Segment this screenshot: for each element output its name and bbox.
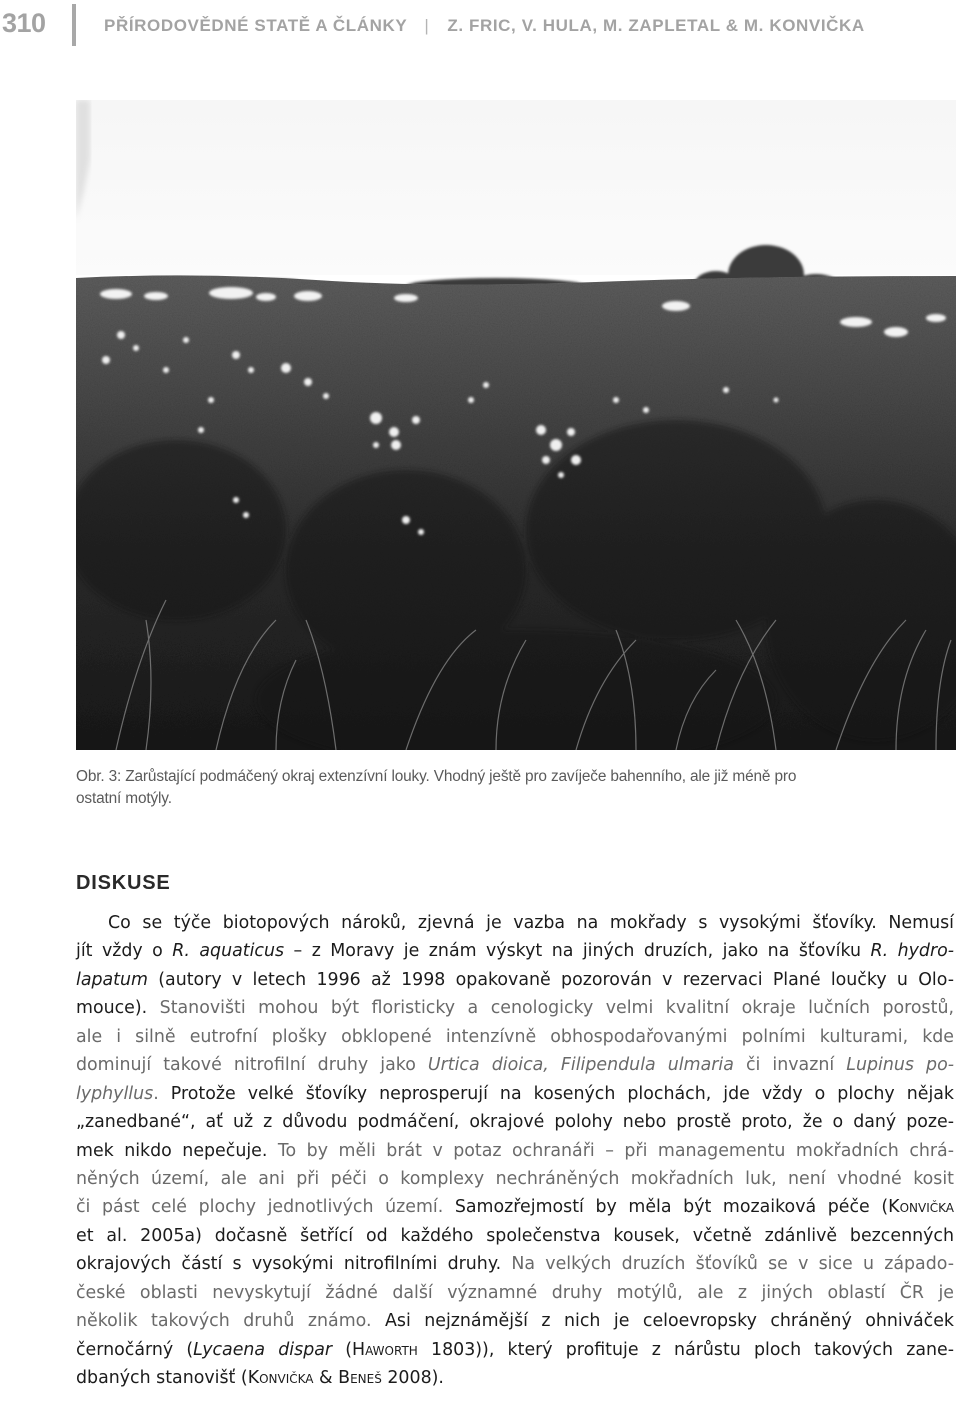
- caption-line: ostatní motýly.: [76, 790, 172, 807]
- text-line: [76, 909, 954, 937]
- species-name: R. aquaticus: [172, 941, 285, 962]
- text-line: [76, 994, 954, 1022]
- text-run: okrajových částí s vysokými nitrofilními druhy.: [76, 1254, 512, 1275]
- text-run: To by měli brát v potaz ochranáři – při managementu mokřadních chrá-: [277, 1140, 954, 1161]
- text-line: [76, 1279, 954, 1307]
- text-run: dočasně šetřící od každého společenstva kousek, včetně zdánlivě bezcenných: [214, 1225, 954, 1246]
- author-citation: Beneš: [338, 1368, 382, 1388]
- page-number: 310: [2, 8, 46, 38]
- text-run: „zanedbané“, ať už z důvodu podmáčení, okrajové polohy nebo prostě proto, že o daný poze-: [76, 1112, 954, 1133]
- text-run: mek nikdo nepečuje.: [76, 1140, 278, 1161]
- text-run: dominují takové nitrofilní druhy jako: [76, 1055, 428, 1076]
- running-title: [104, 16, 865, 36]
- author-citation: Konvička: [888, 1197, 954, 1218]
- section-name: PŘÍRODOVĚDNÉ STATĚ A ČLÁNKY: [104, 16, 408, 35]
- text-run: či pást celé plochy jednotlivých území.: [76, 1197, 455, 1218]
- text-line: [76, 1137, 954, 1165]
- author-citation: Haworth: [352, 1339, 418, 1360]
- meadow-photograph: [76, 100, 956, 750]
- text-line: [76, 1193, 954, 1221]
- author-citation: Konvička: [247, 1368, 314, 1388]
- text-run: Protože velké šťovíky neprosperují na kosených plochách, jde vždy o plochy nějak: [170, 1083, 954, 1104]
- text-run: mouce).: [76, 998, 160, 1019]
- text-run: .: [153, 1083, 171, 1104]
- text-run: 2008).: [381, 1368, 444, 1388]
- text-run: české oblasti nevyskytují žádné další významné druhy motýlů, ale z jiných oblastí ČR je: [76, 1282, 954, 1303]
- text-line: [76, 1051, 954, 1079]
- species-name: lapatum: [76, 969, 148, 990]
- body-text: [76, 909, 954, 1392]
- text-run: či invazní: [733, 1055, 847, 1076]
- sky: [76, 100, 956, 275]
- section-heading: DISKUSE: [76, 872, 171, 894]
- text-line: [76, 1336, 954, 1364]
- figure-caption: [76, 766, 936, 810]
- species-name: lyphyllus: [76, 1083, 154, 1104]
- text-run: – z Moravy je znám výskyt na jiných druzích, jako na šťovíku: [284, 941, 871, 962]
- author-list: Z. FRIC, V. HULA, M. ZAPLETAL & M. KONVIČKA: [447, 16, 865, 35]
- species-name: Lupinus po-: [846, 1055, 954, 1076]
- header-divider: [72, 4, 76, 46]
- text-run: Asi nejznámější z nich je celoevropsky chráněný ohniváček: [384, 1311, 954, 1332]
- text-run: černočárný (: [76, 1339, 194, 1360]
- text-run: et al. 2005a): [76, 1225, 215, 1246]
- text-run: 1803)), který profituje z nárůstu ploch takových zane-: [417, 1339, 954, 1360]
- running-header: [0, 0, 960, 56]
- text-line: [76, 1108, 954, 1136]
- title-separator: |: [424, 16, 430, 35]
- text-run: ale i silně eutrofní plošky obklopené intenzívně obhospodařovanými polními kulturami, kde: [76, 1026, 954, 1047]
- species-name: Lycaena dispar: [193, 1339, 333, 1360]
- text-line: [76, 937, 954, 965]
- text-line: [76, 966, 954, 994]
- text-line: [76, 1165, 954, 1193]
- text-run: dbaných stanovišť (: [76, 1368, 248, 1388]
- text-run: (: [332, 1339, 353, 1360]
- text-run: (autory v letech 1996 až 1998 opakovaně pozorován v rezervaci Plané loučky u Olo-: [147, 969, 954, 990]
- text-run: Samozřejmostí by měla být mozaiková péče (: [454, 1197, 889, 1218]
- text-run: Na velkých druzích šťovíků se v sice u západo-: [511, 1254, 954, 1275]
- text-run: Stanovišti mohou být floristicky a cenologicky velmi kvalitní okraje lučních porostů,: [159, 998, 954, 1019]
- text-line: [76, 1307, 954, 1335]
- species-name: R. hydro-: [870, 941, 955, 962]
- text-line: [76, 1222, 954, 1250]
- text-line: [76, 1023, 954, 1051]
- text-line: [76, 1364, 954, 1392]
- species-name: Urtica dioica, Filipendula ulmaria: [427, 1055, 734, 1076]
- text-line: [76, 1080, 954, 1108]
- caption-line: Obr. 3: Zarůstající podmáčený okraj extenzívní louky. Vhodný ještě pro zavíječe bahenního, ale již méně pro: [76, 768, 797, 785]
- text-run: &: [313, 1368, 339, 1388]
- text-line: [76, 1250, 954, 1278]
- text-run: Co se týče biotopových nároků, zjevná je vazba na mokřady s vysokými šťovíky. Nemusí: [108, 913, 954, 933]
- text-run: jít vždy o: [76, 941, 173, 962]
- text-run: několik takových druhů známo.: [76, 1311, 385, 1332]
- text-run: něných území, ale ani při péči o komplexy nechráněných mokřadních luk, není vhodné kosit: [76, 1168, 954, 1189]
